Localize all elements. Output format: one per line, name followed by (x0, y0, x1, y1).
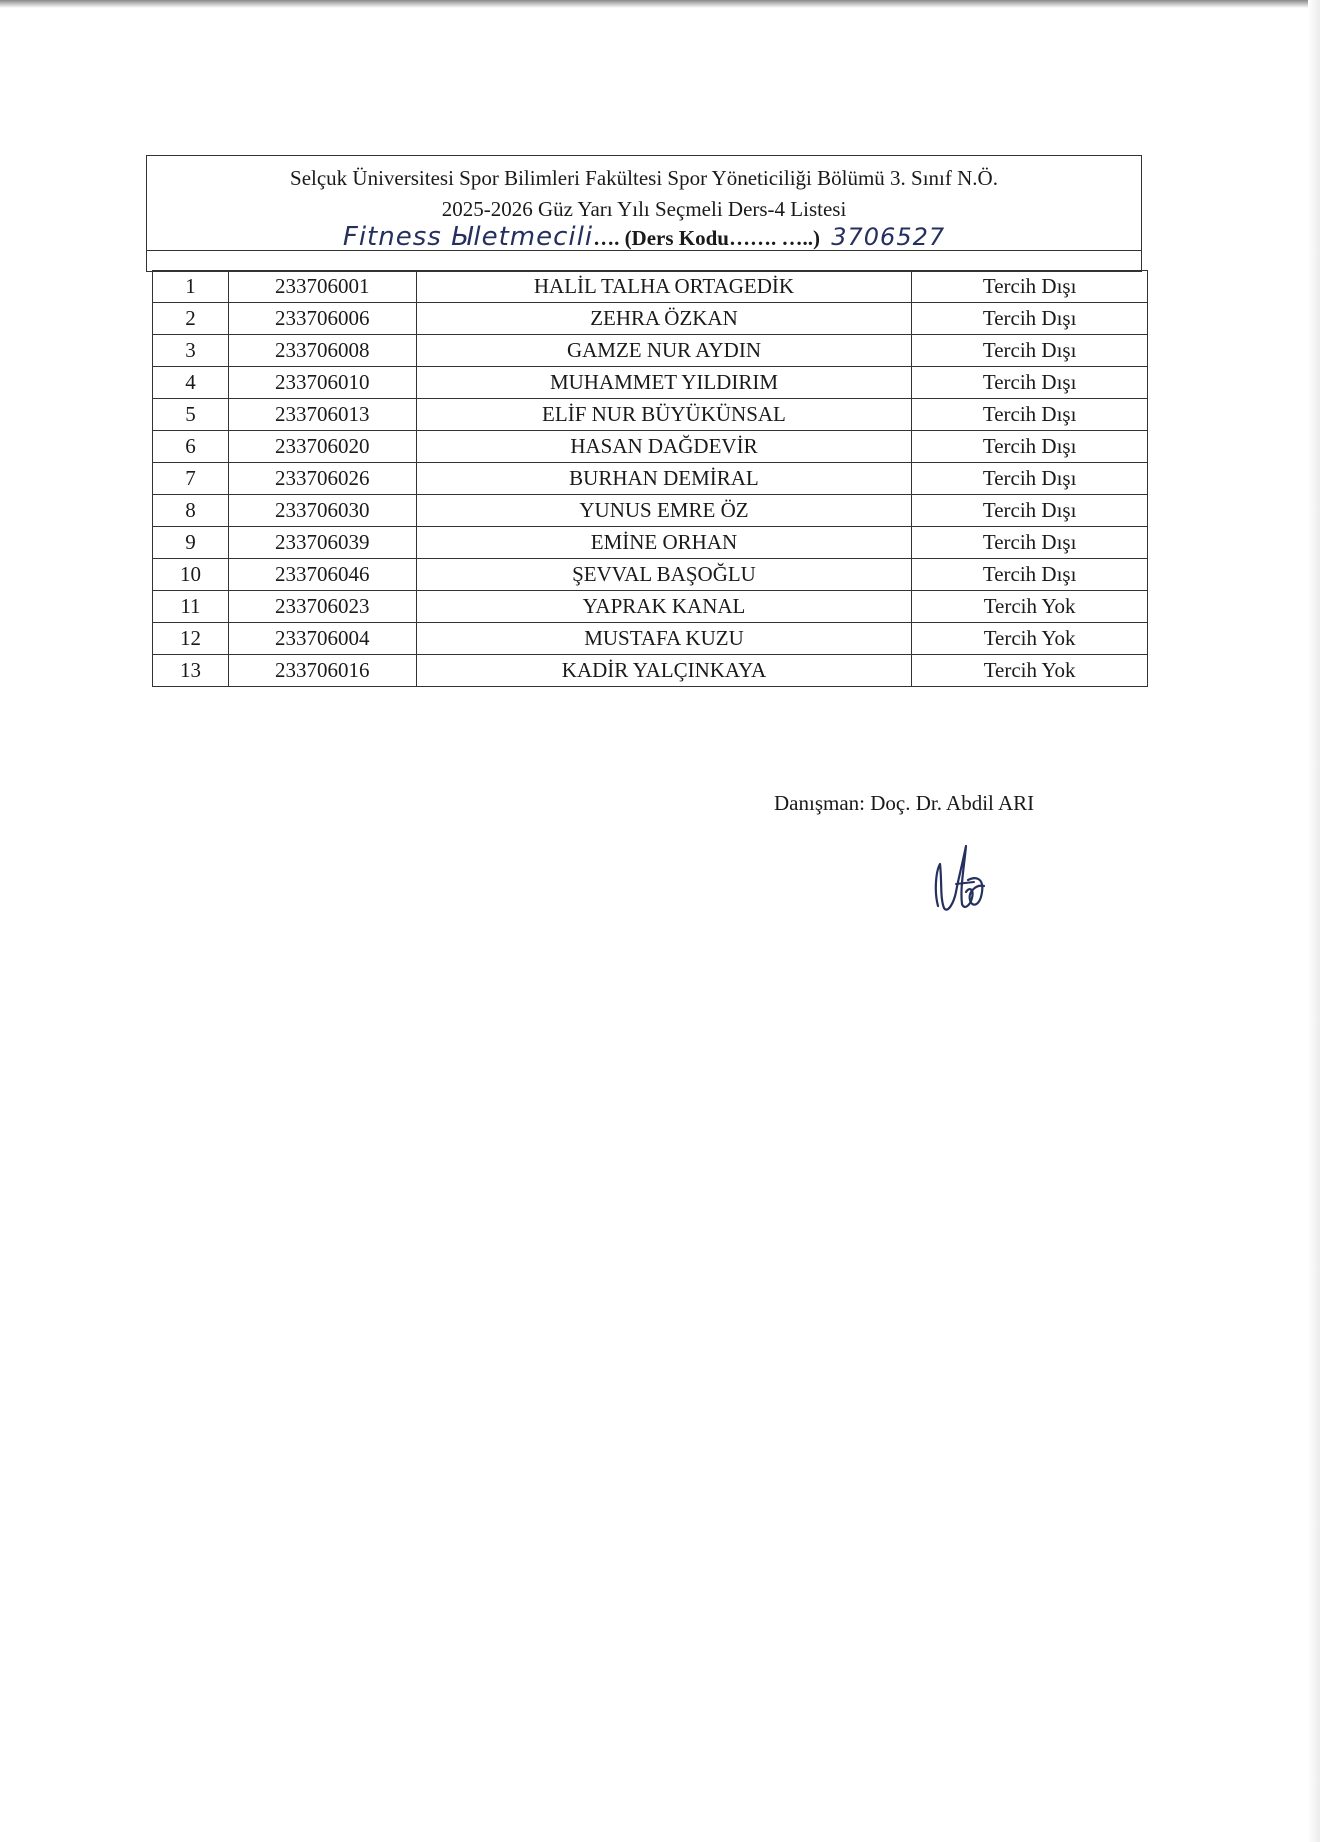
preference-status-cell: Tercih Dışı (912, 367, 1148, 399)
student-id-cell: 233706039 (228, 527, 416, 559)
preference-status-cell: Tercih Dışı (912, 335, 1148, 367)
student-id-cell: 233706008 (228, 335, 416, 367)
row-number-cell: 7 (153, 463, 229, 495)
handwritten-course-code: 3706527 (831, 223, 946, 251)
table-row (153, 591, 1148, 623)
header-divider (147, 250, 1141, 251)
student-name-cell: MUSTAFA KUZU (416, 623, 912, 655)
student-name-cell: EMİNE ORHAN (416, 527, 912, 559)
student-name-cell: HASAN DAĞDEVİR (416, 431, 912, 463)
student-table (152, 270, 1148, 687)
student-name-cell: GAMZE NUR AYDIN (416, 335, 912, 367)
student-id-cell: 233706001 (228, 271, 416, 303)
handwritten-course-name: Fitness Ыletmecili (342, 222, 594, 252)
preference-status-cell: Tercih Dışı (912, 271, 1148, 303)
row-number-cell: 3 (153, 335, 229, 367)
faculty-title: Selçuk Üniversitesi Spor Bilimleri Fakültesi Spor Yöneticiliği Bölümü 3. Sınıf N.Ö. (290, 166, 998, 190)
preference-status-cell: Tercih Yok (912, 655, 1148, 687)
course-code-label: (Ders Kodu……. …..) (624, 226, 820, 250)
row-number-cell: 8 (153, 495, 229, 527)
preference-status-cell: Tercih Dışı (912, 431, 1148, 463)
table-row (153, 623, 1148, 655)
student-id-cell: 233706046 (228, 559, 416, 591)
row-number-cell: 2 (153, 303, 229, 335)
list-header (146, 155, 1142, 272)
student-id-cell: 233706006 (228, 303, 416, 335)
student-id-cell: 233706030 (228, 495, 416, 527)
student-name-cell: ZEHRA ÖZKAN (416, 303, 912, 335)
table-row (153, 399, 1148, 431)
row-number-cell: 13 (153, 655, 229, 687)
course-name-dots: …. (593, 226, 620, 250)
preference-status-cell: Tercih Dışı (912, 399, 1148, 431)
student-id-cell: 233706020 (228, 431, 416, 463)
row-number-cell: 1 (153, 271, 229, 303)
row-number-cell: 9 (153, 527, 229, 559)
advisor-signature (930, 836, 994, 926)
semester-title: 2025-2026 Güz Yarı Yılı Seçmeli Ders-4 Listesi (441, 197, 847, 221)
table-row (153, 335, 1148, 367)
preference-status-cell: Tercih Dışı (912, 527, 1148, 559)
table-row (153, 527, 1148, 559)
course-line (147, 222, 1141, 252)
row-number-cell: 4 (153, 367, 229, 399)
scan-top-edge (0, 0, 1320, 8)
preference-status-cell: Tercih Dışı (912, 559, 1148, 591)
row-number-cell: 10 (153, 559, 229, 591)
student-name-cell: KADİR YALÇINKAYA (416, 655, 912, 687)
student-id-cell: 233706016 (228, 655, 416, 687)
table-row (153, 431, 1148, 463)
row-number-cell: 12 (153, 623, 229, 655)
table-row (153, 303, 1148, 335)
table-row (153, 367, 1148, 399)
student-name-cell: HALİL TALHA ORTAGEDİK (416, 271, 912, 303)
preference-status-cell: Tercih Yok (912, 591, 1148, 623)
table-row (153, 495, 1148, 527)
preference-status-cell: Tercih Dışı (912, 463, 1148, 495)
student-name-cell: YUNUS EMRE ÖZ (416, 495, 912, 527)
preference-status-cell: Tercih Dışı (912, 303, 1148, 335)
student-id-cell: 233706013 (228, 399, 416, 431)
table-row (153, 463, 1148, 495)
student-name-cell: ELİF NUR BÜYÜKÜNSAL (416, 399, 912, 431)
student-name-cell: MUHAMMET YILDIRIM (416, 367, 912, 399)
row-number-cell: 6 (153, 431, 229, 463)
row-number-cell: 11 (153, 591, 229, 623)
row-number-cell: 5 (153, 399, 229, 431)
scan-right-edge (1308, 0, 1320, 1842)
preference-status-cell: Tercih Yok (912, 623, 1148, 655)
student-id-cell: 233706004 (228, 623, 416, 655)
student-name-cell: BURHAN DEMİRAL (416, 463, 912, 495)
student-id-cell: 233706026 (228, 463, 416, 495)
table-row (153, 559, 1148, 591)
table-row (153, 271, 1148, 303)
student-name-cell: YAPRAK KANAL (416, 591, 912, 623)
advisor-name: Danışman: Doç. Dr. Abdil ARI (774, 791, 1035, 815)
student-name-cell: ŞEVVAL BAŞOĞLU (416, 559, 912, 591)
student-id-cell: 233706010 (228, 367, 416, 399)
table-row (153, 655, 1148, 687)
preference-status-cell: Tercih Dışı (912, 495, 1148, 527)
student-table-body (153, 271, 1148, 687)
student-id-cell: 233706023 (228, 591, 416, 623)
